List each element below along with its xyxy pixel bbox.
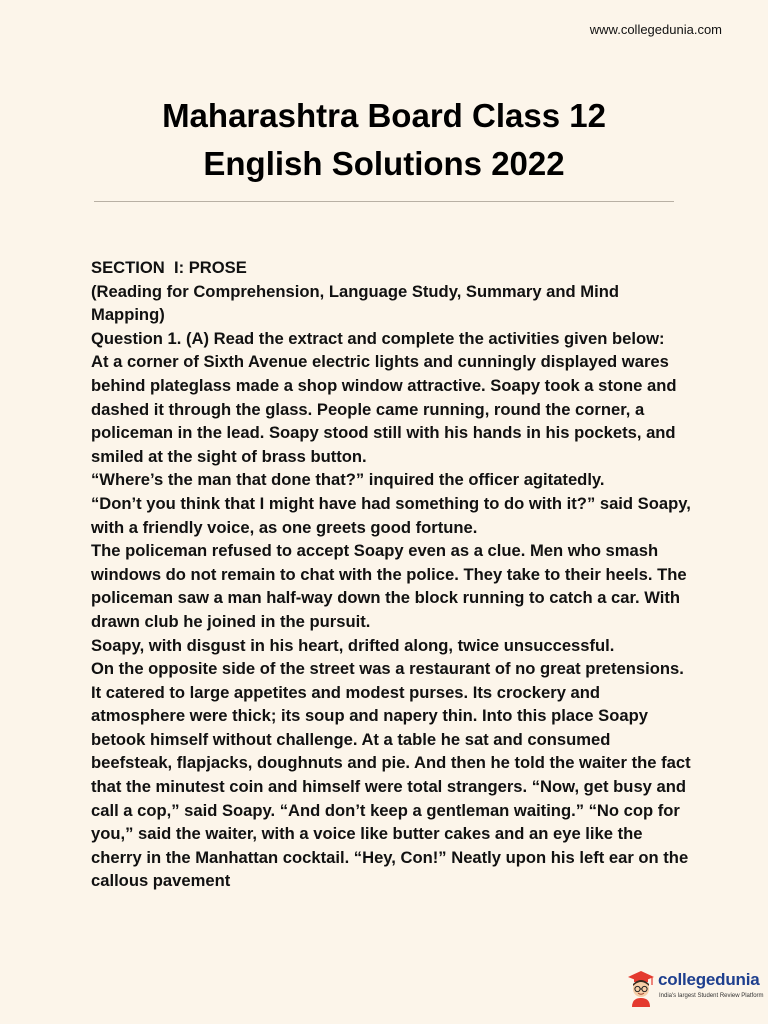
document-body bbox=[91, 256, 691, 893]
page-title-line-2: English Solutions 2022 bbox=[203, 145, 565, 182]
paragraph: On the opposite side of the street was a restaurant of no great pretensions. It catered to large appetites and modest purses. Its crockery and atmosphere were thick; its soup and napery thin. Into this place Soapy betook himself without challenge. At a table he sat and consumed beefsteak, flapjacks, doughnuts and pie. And then he told the waiter the fact that the minutest coin and himself were total strangers. “Now, get busy and call a cop,” said Soapy. “And don’t keep a gentleman waiting.” “No cop for you,” said the waiter, with a voice like butter cakes and an eye like the cherry in the Manhattan cocktail. “Hey, Con!” Neatly upon his left ear on the callous pavement bbox=[91, 659, 691, 891]
paragraph: Soapy, with disgust in his heart, drifted along, twice unsuccessful. bbox=[91, 635, 615, 655]
site-url[interactable]: www.collegedunia.com bbox=[589, 22, 722, 37]
paragraph: The policeman refused to accept Soapy even as a clue. Men who smash windows do not remain to chat with the police. They take to their heels. The policeman saw a man half-way down the block running to catch a car. With drawn club he joined in the pursuit. bbox=[91, 541, 687, 631]
section-heading: SECTION I: PROSE bbox=[91, 258, 247, 277]
logo-wordmark: collegedunia bbox=[658, 970, 760, 989]
paragraph: “Don’t you think that I might have had something to do with it?” said Soapy, with a friendly voice, as one greets good fortune. bbox=[91, 493, 691, 537]
paragraph: “Where’s the man that done that?” inquired the officer agitatedly. bbox=[91, 470, 605, 490]
paragraph: At a corner of Sixth Avenue electric lights and cunningly displayed wares behind plateglass made a shop window attractive. Soapy took a stone and dashed it through the glass. People came running, round the corner, a policeman in the lead. Soapy stood still with his hands in his pockets, and smiled at the sight of brass button. bbox=[91, 352, 677, 466]
section-subheading: (Reading for Comprehension, Language Study, Summary and Mind Mapping) bbox=[91, 281, 619, 325]
question-text: Question 1. (A) Read the extract and complete the activities given below: bbox=[91, 328, 665, 348]
collegedunia-logo[interactable] bbox=[626, 966, 764, 1010]
collegedunia-mascot-icon bbox=[626, 968, 656, 1008]
logo-tagline: India's largest Student Review Platform bbox=[659, 993, 764, 999]
page-title bbox=[0, 92, 768, 188]
title-divider bbox=[94, 201, 674, 202]
page-title-line-1: Maharashtra Board Class 12 bbox=[162, 97, 606, 134]
